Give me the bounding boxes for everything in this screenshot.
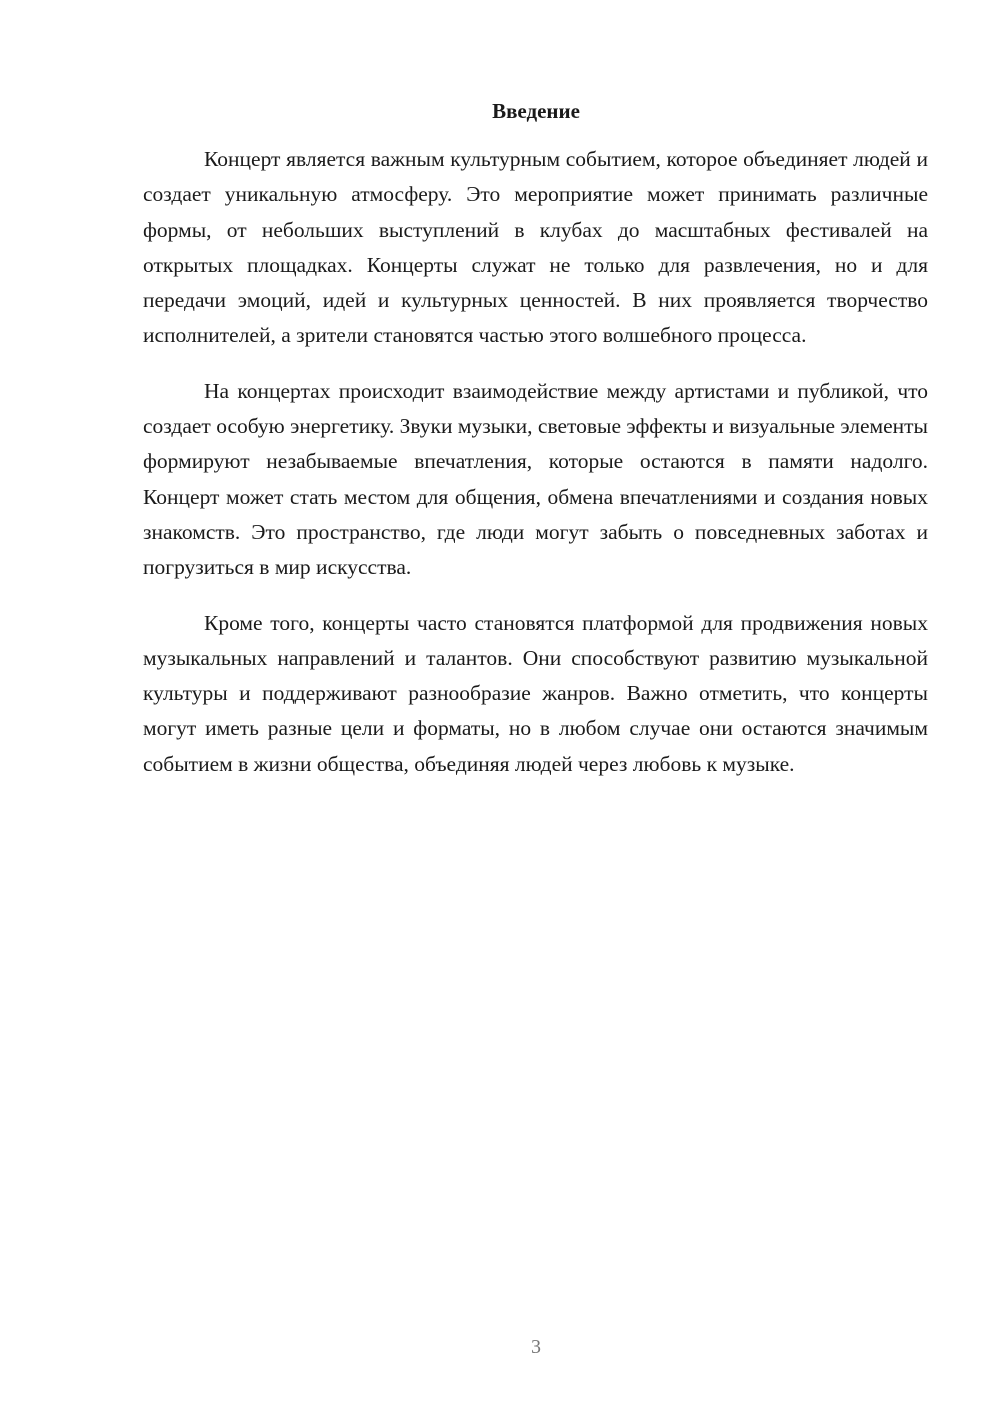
paragraph-3: Кроме того, концерты часто становятся платформой для продвижения новых музыкальных направлений и талантов. Они способствуют развитию музыкальной культуры и поддерживают разнообразие жанров. Важно отметить, что концерты могут иметь разные цели и форматы, но в любом случае они остаются значимым событием в жизни общества, объединяя людей через любовь к музыке. [143,610,928,776]
section-heading: Введение [492,99,580,123]
paragraph-2: На концертах происходит взаимодействие между артистами и публикой, что создает особую энергетику. Звуки музыки, световые эффекты и визуальные элементы формируют незабываемые впечатления, которые остаются в памяти надолго. Концерт может стать местом для общения, обмена впечатлениями и создания новых знакомств. Это пространство, где люди могут забыть о повседневных заботах и погрузиться в мир искусства. [143,378,928,580]
body-text [143,142,928,802]
page-number: 3 [531,1336,541,1358]
paragraph-1: Концерт является важным культурным событием, которое объединяет людей и создает уникальную атмосферу. Это мероприятие может принимать различные формы, от небольших выступлений в клубах до масштабных фестивалей на открытых площадках. Концерты служат не только для развлечения, но и для передачи эмоций, идей и культурных ценностей. В них проявляется творчество исполнителей, а зрители становятся частью этого волшебного процесса. [143,147,928,348]
